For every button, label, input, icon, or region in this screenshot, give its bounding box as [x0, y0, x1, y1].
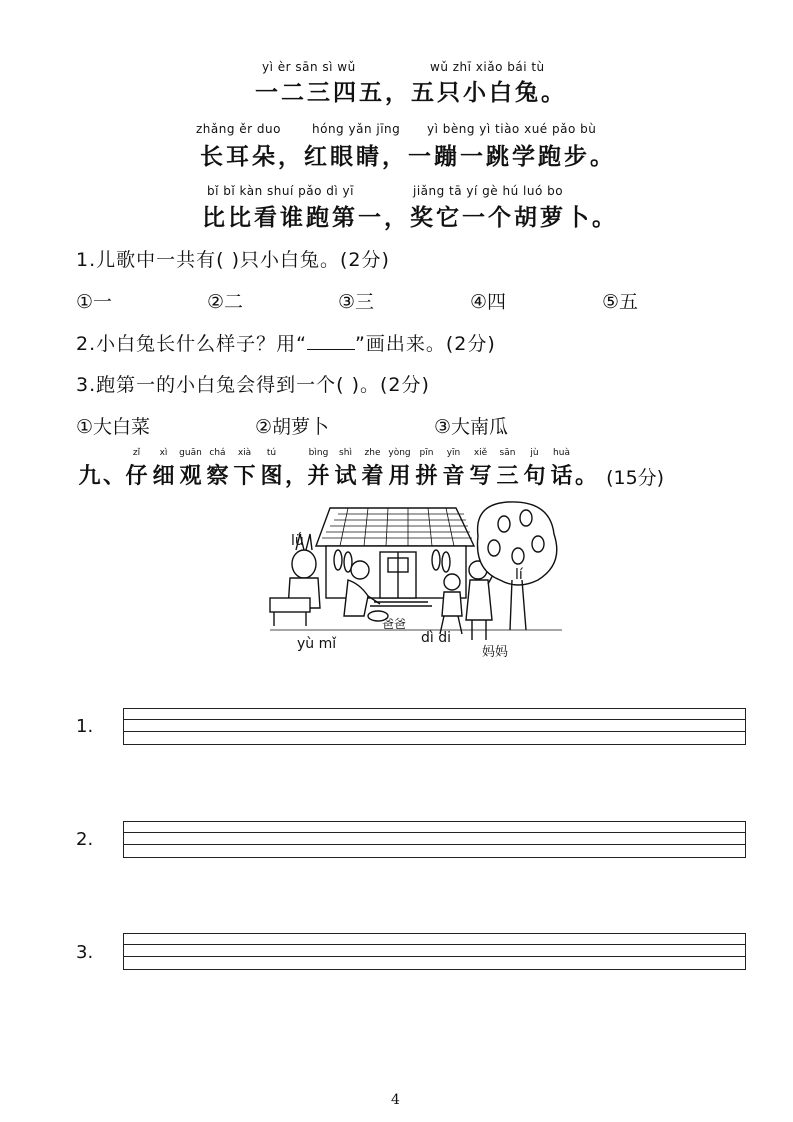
section-9-char-glyph: 话 [550, 464, 573, 489]
section-9-char-glyph: 写 [469, 464, 492, 489]
writing-row-2-number: 2. [76, 829, 94, 850]
section-9-char-pinyin: xià [237, 448, 252, 458]
section-9-char-pinyin: pīn [419, 448, 434, 458]
section-9-char-glyph: 试 [334, 464, 357, 489]
section-9-char-pinyin [103, 448, 123, 459]
section-9-char-glyph: 。 [575, 464, 598, 489]
section-9-char-glyph: 图 [260, 464, 283, 489]
section-9-char [258, 448, 285, 490]
question-3: 3.跑第一的小白兔会得到一个( )。(2分) [76, 374, 430, 396]
section-9-char [575, 448, 598, 490]
section-9-char [467, 448, 494, 490]
poem-line2-pinyin-b: hóng yǎn jīng [312, 122, 401, 136]
section-9-char-glyph: 仔 [125, 464, 148, 489]
section-9-char-pinyin: zǐ [132, 448, 141, 458]
question-2-text-b: ”画出来。(2分) [354, 333, 496, 355]
section-9-chars [76, 448, 598, 489]
q1-option-4: ④四 [470, 291, 507, 313]
section-9-title [76, 448, 664, 490]
section-9-char-pinyin: yīn [446, 448, 461, 458]
writing-row-3[interactable] [123, 933, 746, 970]
section-9-char-pinyin: sān [499, 448, 516, 458]
section-9-char [332, 448, 359, 490]
question-1: 1.儿歌中一共有( )只小白兔。(2分) [76, 249, 390, 271]
label-yumi: yù mǐ [297, 636, 337, 652]
section-9-char [548, 448, 575, 490]
section-9-char-pinyin [575, 448, 595, 459]
poem-line3-pinyin-a: bǐ bǐ kàn shuí pǎo dì yī [207, 184, 354, 198]
section-9-char-glyph: 着 [361, 464, 384, 489]
section-9-char [305, 448, 332, 490]
poem-line3: 比比看谁跑第一，奖它一个胡萝卜。 [202, 205, 618, 231]
section-9-char-pinyin: shì [339, 448, 352, 458]
q1-option-2: ②二 [207, 291, 244, 313]
section-9-char [440, 448, 467, 490]
section-9-char [177, 448, 204, 490]
q3-option-2: ②胡萝卜 [255, 416, 330, 438]
poem-line3-pinyin-b: jiǎng tā yí gè hú luó bo [413, 184, 564, 198]
q3-option-3: ③大南瓜 [434, 416, 509, 438]
section-9-char [76, 448, 103, 490]
section-9-char-glyph: 察 [206, 464, 229, 489]
underline-sample [307, 331, 355, 350]
section-9-title-text [76, 448, 598, 490]
poem-line1-pinyin-a: yì èr sān sì wǔ [262, 60, 356, 74]
writing-row-2[interactable] [123, 821, 746, 858]
section-9-char-pinyin: chá [209, 448, 226, 458]
section-9-char [413, 448, 440, 490]
page-number: 4 [391, 1092, 400, 1108]
section-9-char-glyph: 、 [103, 464, 126, 489]
section-9-char-glyph: ， [285, 464, 308, 489]
section-9-char-glyph: 用 [388, 464, 411, 489]
section-9-char [359, 448, 386, 490]
poem-line2-pinyin-a: zhǎng ěr duo [196, 122, 281, 136]
section-9-char-pinyin: xiě [473, 448, 488, 458]
writing-row-1[interactable] [123, 708, 746, 745]
writing-row-3-number: 3. [76, 942, 94, 963]
section-9-char [150, 448, 177, 490]
poem-line1-pinyin-b: wǔ zhī xiǎo bái tù [430, 60, 545, 74]
section-9-char [123, 448, 150, 490]
section-9-char [231, 448, 258, 490]
section-9-points: (15分) [606, 467, 665, 489]
label-baba: 爸爸 [382, 617, 407, 631]
section-9-char [204, 448, 231, 490]
section-9-char-pinyin: zhe [364, 448, 381, 458]
section-9-char-glyph: 拼 [415, 464, 438, 489]
question-2 [76, 329, 496, 356]
label-didi: dì di [421, 630, 452, 646]
writing-row-1-number: 1. [76, 716, 94, 737]
section-9-char-glyph: 并 [307, 464, 330, 489]
section-9-char-pinyin: jù [530, 448, 539, 458]
q3-option-1: ①大白菜 [76, 416, 151, 438]
section-9-char-glyph: 句 [523, 464, 546, 489]
q1-option-5: ⑤五 [602, 291, 639, 313]
section-9-char [494, 448, 521, 490]
section-9-char-glyph: 下 [233, 464, 256, 489]
section-9-char [386, 448, 413, 490]
section-9-char [521, 448, 548, 490]
section-9-char-pinyin [76, 448, 103, 459]
poem-line2: 长耳朵，红眼睛，一蹦一跳学跑步。 [200, 144, 616, 170]
section-9-char-pinyin: huà [553, 448, 570, 458]
poem-line2-pinyin-c: yì bèng yì tiào xué pǎo bù [427, 122, 597, 136]
section-9-char [103, 448, 126, 490]
section-9-char-pinyin [285, 448, 305, 459]
section-9-char-pinyin: xì [159, 448, 168, 458]
q1-option-3: ③三 [338, 291, 375, 313]
section-9-char-glyph: 观 [179, 464, 202, 489]
label-lu: lǘ [291, 533, 304, 549]
question-2-text-a: 2.小白兔长什么样子？用“ [76, 333, 307, 355]
poem-line1: 一二三四五，五只小白兔。 [255, 80, 567, 106]
section-9-char-glyph: 三 [496, 464, 519, 489]
q1-option-1: ①一 [76, 291, 113, 313]
label-li: lí [515, 567, 523, 583]
section-9-char [285, 448, 308, 490]
section-9-char-pinyin: yòng [388, 448, 411, 458]
section-9-char-glyph: 九 [78, 464, 101, 489]
section-9-char-glyph: 音 [442, 464, 465, 489]
section-9-char-pinyin: bìng [308, 448, 329, 458]
section-9-char-pinyin: tú [266, 448, 277, 458]
label-mama: 妈妈 [482, 645, 509, 660]
section-9-char-pinyin: guān [179, 448, 202, 458]
section-9-char-glyph: 细 [152, 464, 175, 489]
